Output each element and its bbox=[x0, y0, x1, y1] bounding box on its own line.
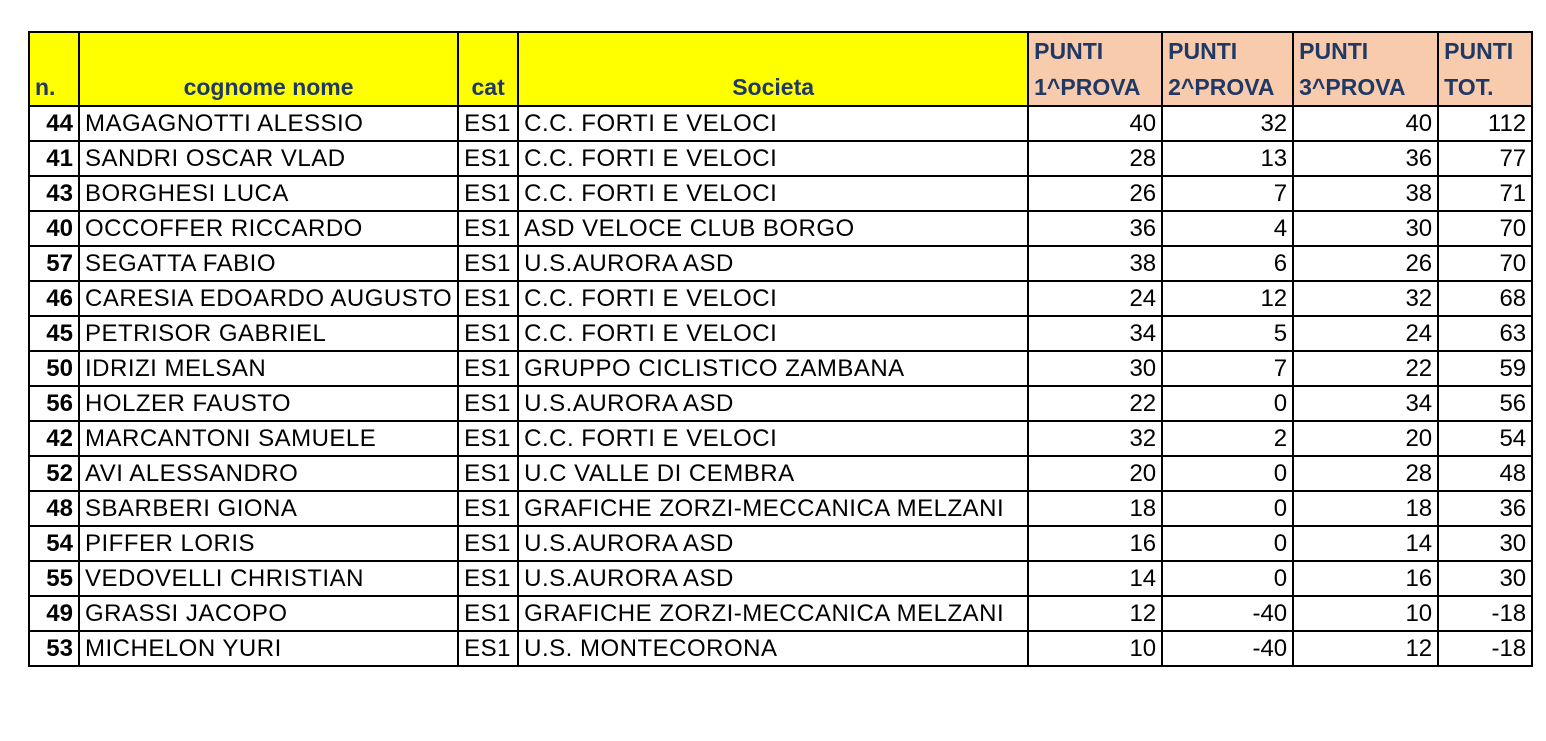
athlete-name: MAGAGNOTTI ALESSIO bbox=[79, 106, 458, 141]
points-race-3: 18 bbox=[1293, 491, 1438, 526]
club: U.S.AURORA ASD bbox=[518, 386, 1028, 421]
category: ES1 bbox=[458, 281, 518, 316]
points-race-1: 14 bbox=[1028, 561, 1162, 596]
table-row bbox=[29, 526, 1532, 561]
points-race-1: 32 bbox=[1028, 421, 1162, 456]
header-points-race-2-line2: 2^PROVA bbox=[1168, 74, 1275, 100]
points-race-3: 26 bbox=[1293, 246, 1438, 281]
header-club: Societa bbox=[518, 32, 1028, 106]
bib-number: 43 bbox=[29, 176, 79, 211]
category: ES1 bbox=[458, 211, 518, 246]
club: GRUPPO CICLISTICO ZAMBANA bbox=[518, 351, 1028, 386]
bib-number: 46 bbox=[29, 281, 79, 316]
points-race-2: 32 bbox=[1162, 106, 1293, 141]
points-total: -18 bbox=[1438, 596, 1532, 631]
points-race-2: 2 bbox=[1162, 421, 1293, 456]
table-row bbox=[29, 141, 1532, 176]
points-race-1: 34 bbox=[1028, 316, 1162, 351]
club: C.C. FORTI E VELOCI bbox=[518, 281, 1028, 316]
athlete-name: MARCANTONI SAMUELE bbox=[79, 421, 458, 456]
category: ES1 bbox=[458, 176, 518, 211]
points-total: 36 bbox=[1438, 491, 1532, 526]
points-race-3: 20 bbox=[1293, 421, 1438, 456]
header-points-race-1-line2: 1^PROVA bbox=[1034, 74, 1141, 100]
header-cat: cat bbox=[458, 32, 518, 106]
points-race-2: 0 bbox=[1162, 491, 1293, 526]
category: ES1 bbox=[458, 386, 518, 421]
points-race-2: 0 bbox=[1162, 456, 1293, 491]
header-points-race-1 bbox=[1028, 32, 1162, 106]
points-race-1: 12 bbox=[1028, 596, 1162, 631]
category: ES1 bbox=[458, 141, 518, 176]
club: U.S.AURORA ASD bbox=[518, 246, 1028, 281]
bib-number: 41 bbox=[29, 141, 79, 176]
athlete-name: HOLZER FAUSTO bbox=[79, 386, 458, 421]
club: GRAFICHE ZORZI-MECCANICA MELZANI bbox=[518, 491, 1028, 526]
table-row bbox=[29, 456, 1532, 491]
points-race-3: 14 bbox=[1293, 526, 1438, 561]
category: ES1 bbox=[458, 106, 518, 141]
category: ES1 bbox=[458, 631, 518, 666]
points-race-1: 30 bbox=[1028, 351, 1162, 386]
points-race-3: 12 bbox=[1293, 631, 1438, 666]
club: GRAFICHE ZORZI-MECCANICA MELZANI bbox=[518, 596, 1028, 631]
athlete-name: AVI ALESSANDRO bbox=[79, 456, 458, 491]
points-race-3: 16 bbox=[1293, 561, 1438, 596]
bib-number: 48 bbox=[29, 491, 79, 526]
points-race-1: 38 bbox=[1028, 246, 1162, 281]
table-row bbox=[29, 386, 1532, 421]
points-race-2: 7 bbox=[1162, 176, 1293, 211]
bib-number: 44 bbox=[29, 106, 79, 141]
points-total: 59 bbox=[1438, 351, 1532, 386]
header-points-race-2 bbox=[1162, 32, 1293, 106]
header-points-race-1-line1: PUNTI bbox=[1034, 38, 1104, 64]
header-name: cognome nome bbox=[79, 32, 458, 106]
points-total: 68 bbox=[1438, 281, 1532, 316]
points-race-1: 26 bbox=[1028, 176, 1162, 211]
points-race-1: 28 bbox=[1028, 141, 1162, 176]
header-row bbox=[29, 32, 1532, 106]
table-row bbox=[29, 631, 1532, 666]
points-race-1: 40 bbox=[1028, 106, 1162, 141]
category: ES1 bbox=[458, 246, 518, 281]
athlete-name: CARESIA EDOARDO AUGUSTO bbox=[79, 281, 458, 316]
points-race-2: 0 bbox=[1162, 386, 1293, 421]
athlete-name: PIFFER LORIS bbox=[79, 526, 458, 561]
points-total: 54 bbox=[1438, 421, 1532, 456]
category: ES1 bbox=[458, 351, 518, 386]
points-race-3: 10 bbox=[1293, 596, 1438, 631]
points-race-3: 40 bbox=[1293, 106, 1438, 141]
table-row bbox=[29, 421, 1532, 456]
points-total: 63 bbox=[1438, 316, 1532, 351]
table-row bbox=[29, 246, 1532, 281]
club: C.C. FORTI E VELOCI bbox=[518, 316, 1028, 351]
points-race-2: 6 bbox=[1162, 246, 1293, 281]
category: ES1 bbox=[458, 561, 518, 596]
points-race-1: 18 bbox=[1028, 491, 1162, 526]
table-row bbox=[29, 596, 1532, 631]
table-row bbox=[29, 561, 1532, 596]
header-points-total-line1: PUNTI bbox=[1444, 38, 1514, 64]
athlete-name: GRASSI JACOPO bbox=[79, 596, 458, 631]
bib-number: 56 bbox=[29, 386, 79, 421]
points-total: 56 bbox=[1438, 386, 1532, 421]
bib-number: 55 bbox=[29, 561, 79, 596]
bib-number: 54 bbox=[29, 526, 79, 561]
club: U.S. MONTECORONA bbox=[518, 631, 1028, 666]
points-total: 48 bbox=[1438, 456, 1532, 491]
category: ES1 bbox=[458, 491, 518, 526]
bib-number: 49 bbox=[29, 596, 79, 631]
points-total: 77 bbox=[1438, 141, 1532, 176]
points-total: 30 bbox=[1438, 526, 1532, 561]
bib-number: 52 bbox=[29, 456, 79, 491]
points-race-1: 20 bbox=[1028, 456, 1162, 491]
points-race-1: 16 bbox=[1028, 526, 1162, 561]
points-race-1: 22 bbox=[1028, 386, 1162, 421]
category: ES1 bbox=[458, 456, 518, 491]
header-points-race-3-line1: PUNTI bbox=[1299, 38, 1369, 64]
points-race-2: 7 bbox=[1162, 351, 1293, 386]
header-points-total-line2: TOT. bbox=[1444, 74, 1494, 100]
points-race-2: 5 bbox=[1162, 316, 1293, 351]
athlete-name: SBARBERI GIONA bbox=[79, 491, 458, 526]
athlete-name: PETRISOR GABRIEL bbox=[79, 316, 458, 351]
bib-number: 45 bbox=[29, 316, 79, 351]
points-race-2: -40 bbox=[1162, 631, 1293, 666]
header-points-race-3 bbox=[1293, 32, 1438, 106]
club: U.C VALLE DI CEMBRA bbox=[518, 456, 1028, 491]
athlete-name: VEDOVELLI CHRISTIAN bbox=[79, 561, 458, 596]
athlete-name: IDRIZI MELSAN bbox=[79, 351, 458, 386]
table-row bbox=[29, 106, 1532, 141]
points-race-2: -40 bbox=[1162, 596, 1293, 631]
points-race-2: 12 bbox=[1162, 281, 1293, 316]
points-race-3: 36 bbox=[1293, 141, 1438, 176]
points-race-3: 34 bbox=[1293, 386, 1438, 421]
points-race-2: 0 bbox=[1162, 561, 1293, 596]
club: C.C. FORTI E VELOCI bbox=[518, 141, 1028, 176]
points-total: 70 bbox=[1438, 211, 1532, 246]
header-num: n. bbox=[29, 32, 79, 106]
bib-number: 57 bbox=[29, 246, 79, 281]
points-race-1: 10 bbox=[1028, 631, 1162, 666]
points-race-1: 36 bbox=[1028, 211, 1162, 246]
club: U.S.AURORA ASD bbox=[518, 561, 1028, 596]
category: ES1 bbox=[458, 596, 518, 631]
points-race-1: 24 bbox=[1028, 281, 1162, 316]
points-race-2: 13 bbox=[1162, 141, 1293, 176]
bib-number: 42 bbox=[29, 421, 79, 456]
points-total: 70 bbox=[1438, 246, 1532, 281]
points-race-3: 32 bbox=[1293, 281, 1438, 316]
bib-number: 50 bbox=[29, 351, 79, 386]
points-race-2: 0 bbox=[1162, 526, 1293, 561]
points-total: 112 bbox=[1438, 106, 1532, 141]
club: C.C. FORTI E VELOCI bbox=[518, 106, 1028, 141]
points-race-3: 24 bbox=[1293, 316, 1438, 351]
points-total: 30 bbox=[1438, 561, 1532, 596]
category: ES1 bbox=[458, 421, 518, 456]
bib-number: 53 bbox=[29, 631, 79, 666]
athlete-name: MICHELON YURI bbox=[79, 631, 458, 666]
table-row bbox=[29, 491, 1532, 526]
points-total: 71 bbox=[1438, 176, 1532, 211]
category: ES1 bbox=[458, 526, 518, 561]
bib-number: 40 bbox=[29, 211, 79, 246]
results-table bbox=[28, 31, 1533, 667]
points-race-3: 30 bbox=[1293, 211, 1438, 246]
header-points-total bbox=[1438, 32, 1532, 106]
table-row bbox=[29, 351, 1532, 386]
athlete-name: BORGHESI LUCA bbox=[79, 176, 458, 211]
club: U.S.AURORA ASD bbox=[518, 526, 1028, 561]
points-race-3: 38 bbox=[1293, 176, 1438, 211]
category: ES1 bbox=[458, 316, 518, 351]
points-race-3: 22 bbox=[1293, 351, 1438, 386]
athlete-name: OCCOFFER RICCARDO bbox=[79, 211, 458, 246]
club: C.C. FORTI E VELOCI bbox=[518, 421, 1028, 456]
table-row bbox=[29, 176, 1532, 211]
table-row bbox=[29, 316, 1532, 351]
athlete-name: SANDRI OSCAR VLAD bbox=[79, 141, 458, 176]
header-points-race-2-line1: PUNTI bbox=[1168, 38, 1238, 64]
header-points-race-3-line2: 3^PROVA bbox=[1299, 74, 1406, 100]
points-total: -18 bbox=[1438, 631, 1532, 666]
athlete-name: SEGATTA FABIO bbox=[79, 246, 458, 281]
table-row bbox=[29, 281, 1532, 316]
points-race-2: 4 bbox=[1162, 211, 1293, 246]
club: ASD VELOCE CLUB BORGO bbox=[518, 211, 1028, 246]
club: C.C. FORTI E VELOCI bbox=[518, 176, 1028, 211]
points-race-3: 28 bbox=[1293, 456, 1438, 491]
table-row bbox=[29, 211, 1532, 246]
